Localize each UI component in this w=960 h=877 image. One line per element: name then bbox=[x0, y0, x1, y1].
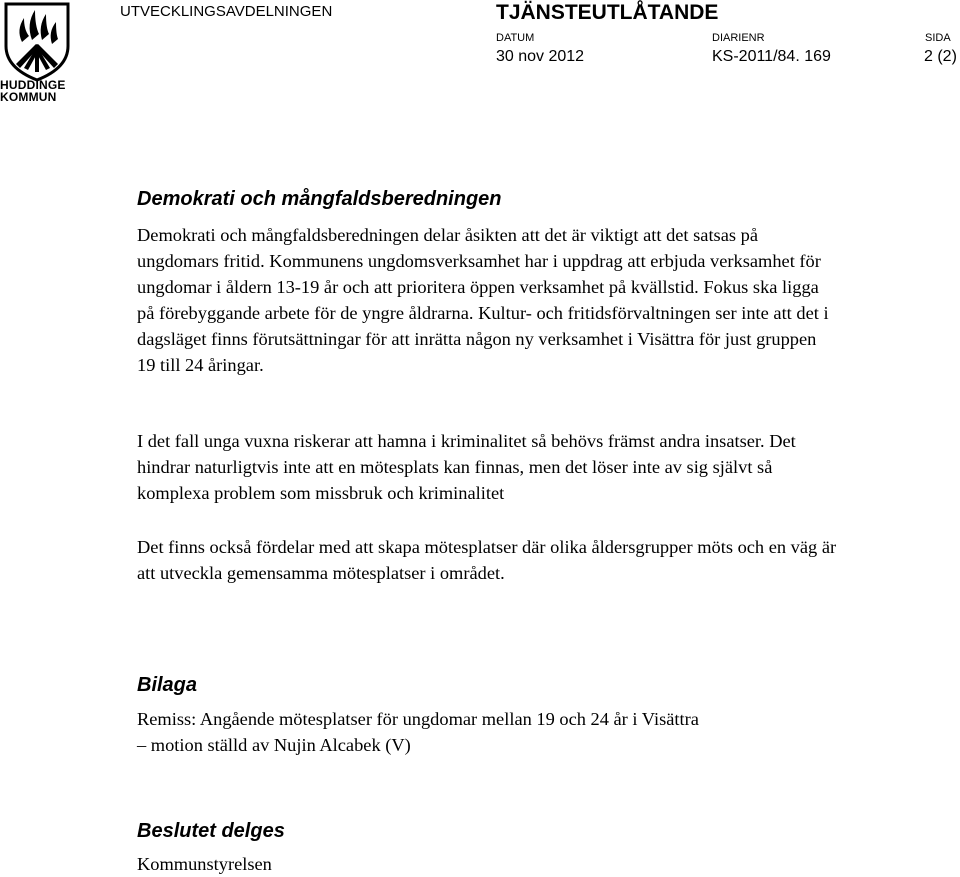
section-paragraph-1 bbox=[137, 222, 837, 378]
crest-icon bbox=[2, 2, 72, 82]
logo-text-line1: HUDDINGE bbox=[0, 78, 66, 92]
document-type: TJÄNSTEUTLÅTANDE bbox=[496, 1, 719, 24]
paragraph-text: Demokrati och mångfaldsberedningen delar åsikten att det är viktigt att det satsas på ungdomars fritid. Kommunens ungdomsverksamhet har i uppdrag att erbjuda verksamhet för ungdomar i åldern 13-19 år och att prioritera öppen verksamhet på kvällstid. Fokus ska ligga på förebyggande arbete för de yngre åldrarna. Kultur- och fritidsförvaltningen ser inte att det i dagsläget finns förutsättningar för att inrätta någon ny verksamhet i Visättra för just gruppen 19 till 24 åringar. bbox=[137, 225, 829, 375]
logo-text bbox=[0, 79, 80, 103]
date-label: DATUM bbox=[496, 32, 535, 44]
distribution-recipient: Kommunstyrelsen bbox=[137, 854, 272, 874]
paragraph-text: Det finns också fördelar med att skapa mötesplatser där olika åldersgrupper möts och en väg är att utveckla gemensamma mötesplatser i området. bbox=[137, 537, 837, 583]
section-heading: Demokrati och mångfaldsberedningen bbox=[137, 188, 502, 210]
reg-number-value: KS-2011/84. 169 bbox=[712, 48, 831, 65]
reg-number-label: DIARIENR bbox=[712, 32, 765, 44]
page-label: SIDA bbox=[925, 32, 951, 44]
attachment-line-2: – motion ställd av Nujin Alcabek (V) bbox=[137, 735, 411, 755]
paragraph-text: I det fall unga vuxna riskerar att hamna i kriminalitet så behövs främst andra insatser. Det hindrar naturligtvis inte att en mötesplats kan finnas, men det löser inte av sig självt så komplexa problem som missbruk och kriminalitet bbox=[137, 431, 796, 503]
distribution-heading: Beslutet delges bbox=[137, 820, 285, 842]
attachment-heading: Bilaga bbox=[137, 674, 198, 696]
page-number: 2 (2) bbox=[924, 48, 957, 65]
section-paragraph-3 bbox=[137, 534, 837, 586]
attachment-line-1: Remiss: Angående mötesplatser för ungdomar mellan 19 och 24 år i Visättra bbox=[137, 709, 699, 729]
date-value: 30 nov 2012 bbox=[496, 48, 585, 65]
logo-text-line2: KOMMUN bbox=[0, 90, 57, 104]
department-name: UTVECKLINGSAVDELNINGEN bbox=[120, 3, 333, 20]
section-paragraph-2 bbox=[137, 428, 837, 506]
